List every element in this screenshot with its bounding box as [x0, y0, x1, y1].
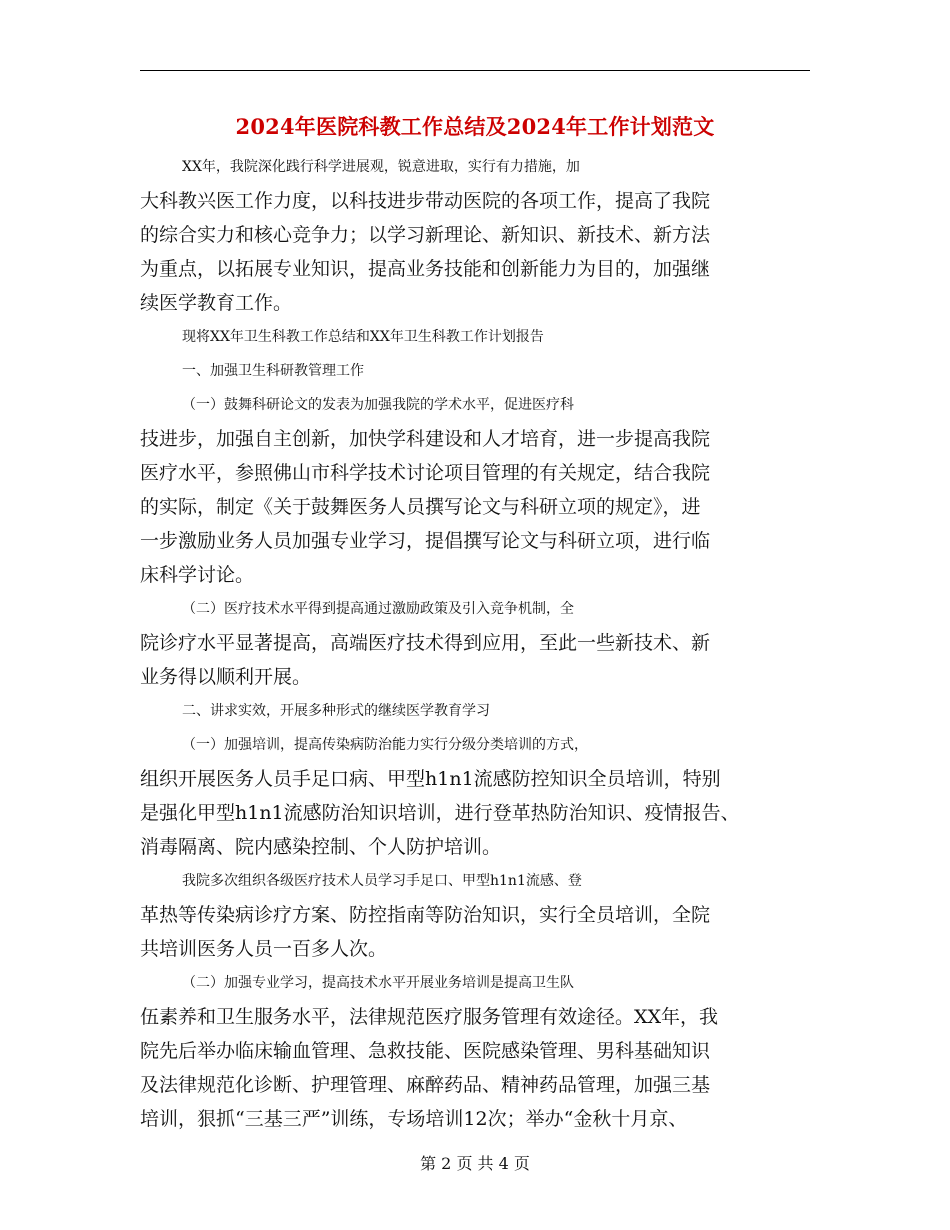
document-title: 2024年医院科教工作总结及2024年工作计划范文 [235, 114, 715, 139]
paragraph-line: 组织开展医务人员手足口病、甲型h1n1流感防控知识全员培训，特别 [140, 768, 721, 790]
paragraph [140, 320, 810, 354]
paragraph-line: 二、讲求实效，开展多种形式的继续医学教育学习 [182, 703, 490, 719]
paragraph-line: 培训，狠抓“三基三严”训练，专场培训12次；举办“金秋十月京、 [140, 1108, 688, 1130]
paragraph-line: 的实际，制定《关于鼓舞医务人员撰写论文与科研立项的规定》，进 [140, 496, 701, 518]
paragraph-line: 消毒隔离、院内感染控制、个人防护培训。 [140, 836, 502, 858]
paragraph-line: 及法律规范化诊断、护理管理、麻醉药品、精神药品管理，加强三基 [140, 1074, 711, 1096]
paragraph-line: 大科教兴医工作力度，以科技进步带动医院的各项工作，提高了我院 [140, 190, 711, 212]
paragraph-line: 的综合实力和核心竞争力；以学习新理论、新知识、新技术、新方法 [140, 224, 711, 246]
paragraph-line: 我院多次组织各级医疗技术人员学习手足口、甲型h1n1流感、登 [182, 873, 582, 889]
paragraph-line: 续医学教育工作。 [140, 292, 293, 314]
paragraph-line: （一）鼓舞科研论文的发表为加强我院的学术水平，促进医疗科 [182, 397, 574, 413]
paragraph-line: 一步激励业务人员加强专业学习，提倡撰写论文与科研立项，进行临 [140, 530, 711, 552]
paragraph [140, 694, 810, 728]
paragraph [140, 150, 810, 320]
paragraph-line: 伍素养和卫生服务水平，法律规范医疗服务管理有效途径。XX年，我 [140, 1006, 719, 1028]
paragraph-line: 业务得以顺利开展。 [140, 666, 312, 688]
paragraph-line: 共培训医务人员一百多人次。 [140, 938, 388, 960]
paragraph [140, 592, 810, 694]
paragraph-line: 为重点，以拓展专业知识，提高业务技能和创新能力为目的，加强继 [140, 258, 711, 280]
paragraph-line: XX年，我院深化践行科学进展观，锐意进取，实行有力措施，加 [182, 159, 580, 175]
paragraph-line: 是强化甲型h1n1流感防治知识培训，进行登革热防治知识、疫情报告、 [140, 802, 740, 824]
paragraph-line: 一、加强卫生科研教管理工作 [182, 363, 364, 379]
paragraph-line: 院先后举办临床输血管理、急救技能、医院感染管理、男科基础知识 [140, 1040, 711, 1062]
paragraph [140, 966, 810, 1136]
paragraph [140, 388, 810, 592]
paragraph-line: 床科学讨论。 [140, 564, 255, 586]
paragraph-line: 技进步，加强自主创新，加快学科建设和人才培育，进一步提高我院 [140, 428, 711, 450]
paragraph-line: （二）医疗技术水平得到提高通过激励政策及引入竞争机制，全 [182, 601, 574, 617]
document-body [140, 150, 810, 1136]
paragraph-line: （二）加强专业学习，提高技术水平开展业务培训是提高卫生队 [182, 975, 574, 991]
paragraph-line: 革热等传染病诊疗方案、防控指南等防治知识，实行全员培训，全院 [140, 904, 711, 926]
paragraph [140, 864, 810, 966]
header-rule [140, 70, 810, 71]
paragraph-line: （一）加强培训，提高传染病防治能力实行分级分类培训的方式， [182, 737, 588, 753]
paragraph [140, 728, 810, 864]
paragraph [140, 354, 810, 388]
paragraph-line: 医疗水平，参照佛山市科学技术讨论项目管理的有关规定，结合我院 [140, 462, 711, 484]
page-number-footer: 第 2 页 共 4 页 [420, 1154, 530, 1173]
paragraph-line: 现将XX年卫生科教工作总结和XX年卫生科教工作计划报告 [182, 329, 544, 345]
paragraph-line: 院诊疗水平显著提高，高端医疗技术得到应用，至此一些新技术、新 [140, 632, 711, 654]
